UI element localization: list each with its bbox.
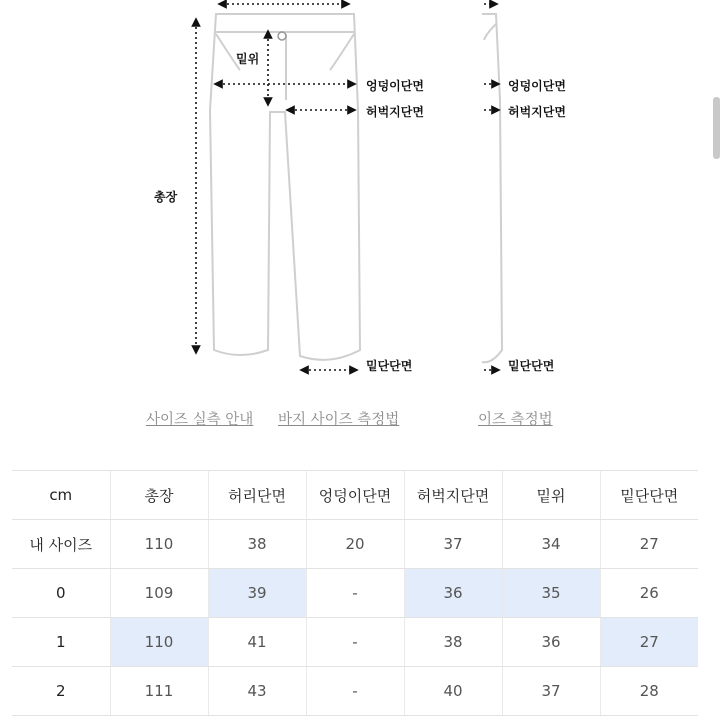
row-label: 1 (12, 618, 110, 667)
table-row (12, 618, 698, 667)
table-cell: 34 (502, 520, 600, 569)
table-cell: - (306, 618, 404, 667)
table-cell: 36 (502, 618, 600, 667)
label-hem-side: 밑단단면 (508, 359, 555, 373)
header-cell: 엉덩이단면 (306, 471, 404, 520)
table-cell: 110 (110, 520, 208, 569)
size-table (12, 470, 698, 716)
header-cell: 밑단단면 (600, 471, 698, 520)
label-thigh-side: 허벅지단면 (508, 105, 566, 119)
row-label: 2 (12, 667, 110, 716)
scrollbar[interactable] (713, 97, 720, 159)
table-cell: 35 (502, 569, 600, 618)
header-cell: cm (12, 471, 110, 520)
guide-links (0, 408, 720, 438)
table-row (12, 667, 698, 716)
row-label: 0 (12, 569, 110, 618)
label-hem: 밑단단면 (366, 359, 413, 373)
table-row (12, 569, 698, 618)
label-thigh: 허벅지단면 (366, 105, 424, 119)
table-cell: 38 (404, 618, 502, 667)
table-cell: 26 (600, 569, 698, 618)
table-cell: - (306, 569, 404, 618)
table-cell: - (306, 667, 404, 716)
table-cell: 39 (208, 569, 306, 618)
table-cell: 27 (600, 618, 698, 667)
label-hip-side: 엉덩이단면 (508, 79, 566, 93)
table-cell: 20 (306, 520, 404, 569)
table-cell: 109 (110, 569, 208, 618)
label-hip: 엉덩이단면 (366, 79, 424, 93)
row-label: 내 사이즈 (12, 520, 110, 569)
pants-measure-link[interactable]: 바지 사이즈 측정법 (278, 412, 400, 428)
header-cell: 허리단면 (208, 471, 306, 520)
label-total-length: 총장 (154, 190, 178, 204)
table-cell: 111 (110, 667, 208, 716)
table-cell: 41 (208, 618, 306, 667)
size-guide-link[interactable]: 사이즈 실측 안내 (146, 412, 254, 428)
header-cell: 밑위 (502, 471, 600, 520)
header-cell: 허벅지단면 (404, 471, 502, 520)
table-row (12, 520, 698, 569)
table-cell: 43 (208, 667, 306, 716)
table-cell: 40 (404, 667, 502, 716)
table-cell: 28 (600, 667, 698, 716)
table-cell: 110 (110, 618, 208, 667)
pants-measure-link-partial[interactable]: 이즈 측정법 (478, 412, 553, 428)
table-cell: 38 (208, 520, 306, 569)
table-cell: 37 (502, 667, 600, 716)
table-header-row (12, 471, 698, 520)
table-cell: 27 (600, 520, 698, 569)
header-cell: 총장 (110, 471, 208, 520)
label-rise: 밑위 (236, 52, 260, 66)
table-cell: 36 (404, 569, 502, 618)
table-cell: 37 (404, 520, 502, 569)
